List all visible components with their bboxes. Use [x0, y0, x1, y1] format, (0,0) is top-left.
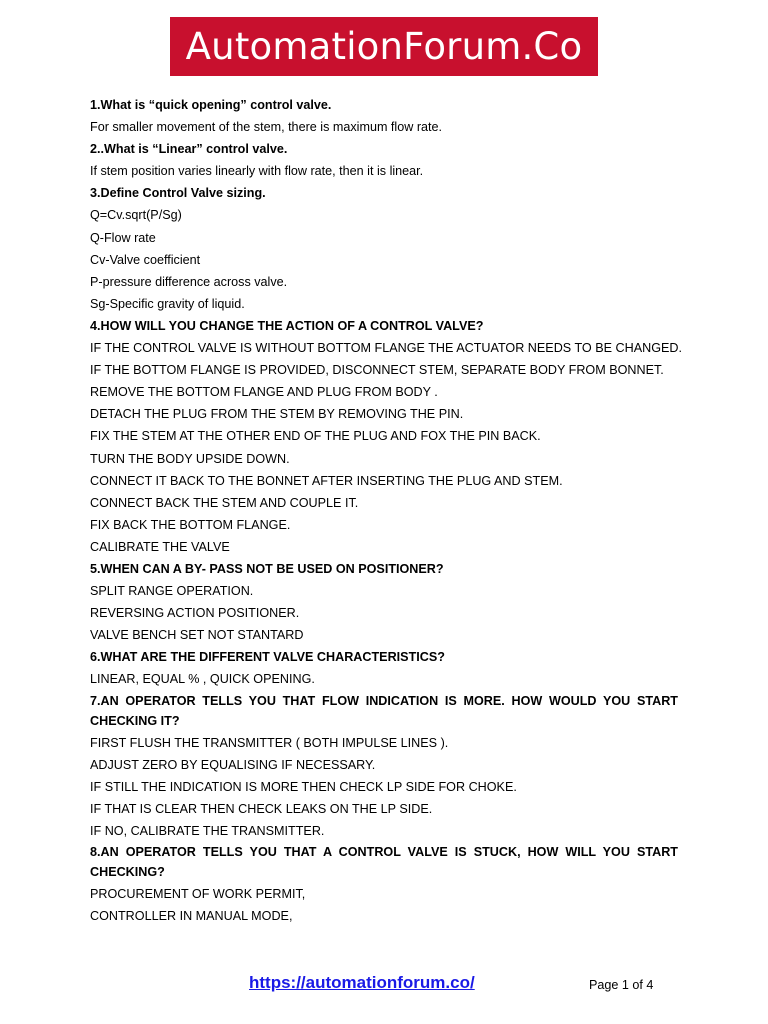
question-heading: 6.WHAT ARE THE DIFFERENT VALVE CHARACTERISTICS? [90, 650, 445, 665]
answer-line: Q-Flow rate [90, 230, 156, 245]
answer-line: REMOVE THE BOTTOM FLANGE AND PLUG FROM BODY . [90, 385, 438, 400]
answer-line: FIRST FLUSH THE TRANSMITTER ( BOTH IMPULSE LINES ). [90, 735, 449, 750]
question-heading: 1.What is “quick opening” control valve. [90, 98, 332, 112]
answer-line: IF THAT IS CLEAR THEN CHECK LEAKS ON THE LP SIDE. [90, 801, 433, 816]
answer-line: FIX BACK THE BOTTOM FLANGE. [90, 517, 291, 532]
answer-line: P-pressure difference across valve. [90, 274, 288, 289]
document-body [90, 94, 682, 927]
question-heading: 7.AN OPERATOR TELLS YOU THAT FLOW INDICATION IS MORE. HOW WOULD YOU START CHECKING IT? [90, 693, 678, 728]
answer-line: TURN THE BODY UPSIDE DOWN. [90, 451, 290, 466]
answer-line: If stem position varies linearly with flow rate, then it is linear. [90, 164, 424, 179]
answer-line: IF THE CONTROL VALVE IS WITHOUT BOTTOM FLANGE THE ACTUATOR NEEDS TO BE CHANGED. [90, 341, 682, 356]
answer-line: FIX THE STEM AT THE OTHER END OF THE PLUG AND FOX THE PIN BACK. [90, 429, 541, 444]
question-heading: 3.Define Control Valve sizing. [90, 186, 266, 201]
page-number: Page 1 of 4 [589, 978, 654, 992]
answer-line: PROCUREMENT OF WORK PERMIT, [90, 887, 306, 901]
question-heading: 2..What is “Linear” control valve. [90, 142, 288, 157]
answer-line: DETACH THE PLUG FROM THE STEM BY REMOVING THE PIN. [90, 407, 464, 422]
answer-line: IF THE BOTTOM FLANGE IS PROVIDED, DISCONNECT STEM, SEPARATE BODY FROM BONNET. [90, 363, 664, 378]
answer-line: Cv-Valve coefficient [90, 252, 201, 267]
brand-title: AutomationForum.Co [185, 25, 583, 68]
question-heading: 8.AN OPERATOR TELLS YOU THAT A CONTROL VALVE IS STUCK, HOW WILL YOU START CHECKING? [90, 845, 678, 879]
answer-line: VALVE BENCH SET NOT STANTARD [90, 628, 304, 643]
answer-line: IF NO, CALIBRATE THE TRANSMITTER. [90, 823, 325, 838]
answer-line: For smaller movement of the stem, there is maximum flow rate. [90, 120, 443, 135]
answer-line: CONNECT BACK THE STEM AND COUPLE IT. [90, 495, 359, 510]
answer-line: ADJUST ZERO BY EQUALISING IF NECESSARY. [90, 757, 376, 772]
question-heading: 5.WHEN CAN A BY- PASS NOT BE USED ON POSITIONER? [90, 561, 444, 576]
question-heading: 4.HOW WILL YOU CHANGE THE ACTION OF A CONTROL VALVE? [90, 318, 484, 333]
answer-line: CONTROLLER IN MANUAL MODE, [90, 909, 293, 924]
answer-line: Q=Cv.sqrt(P/Sg) [90, 208, 182, 223]
answer-line: CALIBRATE THE VALVE [90, 539, 230, 554]
answer-line: Sg-Specific gravity of liquid. [90, 296, 245, 311]
answer-line: LINEAR, EQUAL % , QUICK OPENING. [90, 672, 315, 687]
answer-line: IF STILL THE INDICATION IS MORE THEN CHECK LP SIDE FOR CHOKE. [90, 779, 517, 794]
answer-line: REVERSING ACTION POSITIONER. [90, 606, 300, 621]
answer-line: SPLIT RANGE OPERATION. [90, 584, 254, 599]
answer-line: CONNECT IT BACK TO THE BONNET AFTER INSERTING THE PLUG AND STEM. [90, 473, 563, 488]
website-link[interactable]: https://automationforum.co/ [249, 973, 475, 992]
brand-banner [170, 17, 598, 76]
